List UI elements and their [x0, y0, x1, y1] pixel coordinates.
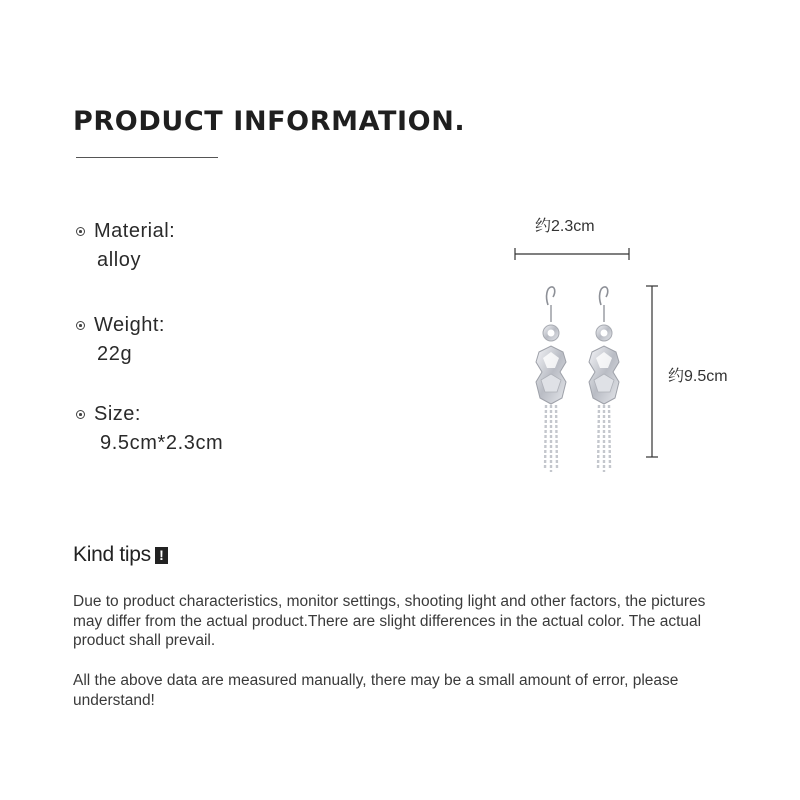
- earring-left: [536, 287, 566, 472]
- material-value: alloy: [97, 249, 142, 271]
- weight-label: Weight:: [94, 314, 165, 336]
- kind-tips-heading: [73, 543, 168, 567]
- kind-tips-label: Kind tips: [73, 543, 151, 566]
- width-dimension-label: 约2.3cm: [535, 218, 595, 235]
- height-dimension-line: [646, 286, 658, 457]
- material-label: Material:: [94, 220, 176, 242]
- width-dimension-line: [515, 248, 629, 260]
- notice-paragraph-1: Due to product characteristics, monitor settings, shooting light and other factors, the pictures may differ from the actual product.There are slight differences in the actual color. The actual product shall prevail.: [73, 593, 706, 649]
- exclamation-icon: !: [155, 547, 168, 564]
- weight-value: 22g: [97, 343, 133, 365]
- size-label: Size:: [94, 403, 141, 425]
- page-title: PRODUCT INFORMATION.: [73, 106, 466, 137]
- earring-right: [589, 287, 619, 472]
- size-value: 9.5cm*2.3cm: [100, 432, 224, 454]
- notice-paragraph-2: All the above data are measured manually, there may be a small amount of error, please understand!: [73, 672, 679, 709]
- height-dimension-label: 约9.5cm: [668, 368, 728, 385]
